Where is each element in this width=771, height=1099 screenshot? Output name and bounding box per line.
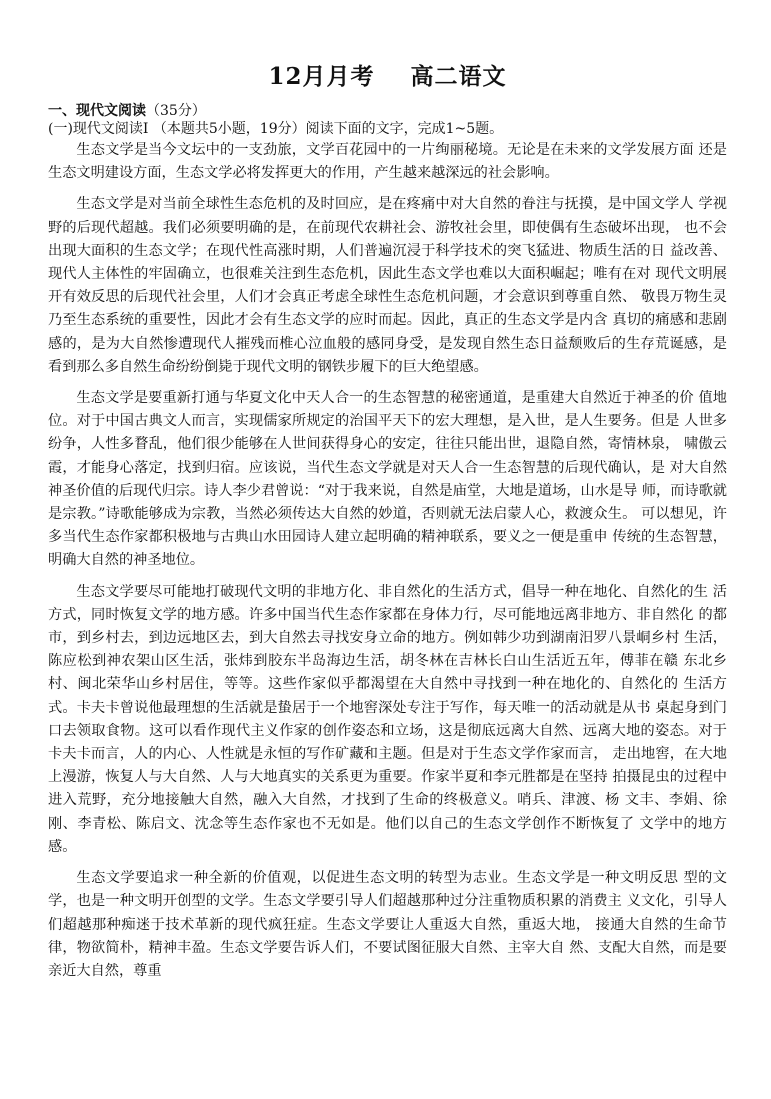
passage-paragraph-5: 生态文学要追求一种全新的价值观，以促进生态文明的转型为志业。生态文学是一种文明反思 型的文学，也是一种文明开创型的文学。生态文学要引导人们超越那种过分注重物质积累的消费主 义文化，引导人们超越那种痴迷于技术革新的现代疯狂症。生态文学要让人重返大自然，重返大地， 接通大自然的生命节律，物欲简朴，精神丰盈。生态文学要告诉人们，不要试图征服大自然、主宰大自 然、支配大自然，而是要亲近大自然，尊重 bbox=[48, 870, 727, 979]
section-label: 一、现代文阅读 bbox=[48, 103, 146, 119]
passage-paragraph-4: 生态文学要尽可能地打破现代文明的非地方化、非自然化的生活方式，倡导一种在地化、自然化的生 活方式，同时恢复文学的地方感。许多中国当代生态作家都在身体力行，尽可能地远离非地方、非自然化 的都市，到乡村去，到边远地区去，到大自然去寻找安身立命的地方。例如韩少功到湖南汨罗八景峒乡村 生活，陈应松到神农架山区生活，张炜到胶东半岛海边生活，胡冬林在吉林长白山生活近五年，傅菲在赣 东北乡村、闽北荣华山乡村居住，等等。这些作家似乎都渴望在大自然中寻找到一种在地化的、自然化的 生活方式。卡夫卡曾说他最理想的生活就是蛰居于一个地窖深处专注于写作，每天唯一的活动就是从书 桌起身到门口去领取食物。这可以看作现代主义作家的创作姿态和立场，这是彻底远离大自然、远离大地的姿态。对于卡夫卡而言，人的内心、人性就是永恒的写作矿藏和主题。但是对于生态文学作家而言， 走出地窖，在大地上漫游，恢复人与大自然、人与大地真实的关系更为重要。作家半夏和李元胜都是在坚持 拍摄昆虫的过程中进入荒野，充分地接触大自然，融入大自然，才找到了生命的终极意义。哨兵、津渡、杨 文丰、李娟、徐刚、李青松、陈启文、沈念等生态作家也不无如是。他们以自己的生态文学创作不断恢复了 文学中的地方感。 bbox=[48, 583, 727, 855]
passage-paragraph-2: 生态文学是对当前全球性生态危机的及时回应，是在疼痛中对大自然的眷注与抚摸，是中国文学人 学视野的后现代超越。我们必须要明确的是，在前现代农耕社会、游牧社会里，即使偶有生态破坏出现， 也不会出现大面积的生态文学；在现代性高涨时期，人们普遍沉浸于科学技术的突飞猛进、物质生活的日 益改善、现代人主体性的牢固确立，也很难关注到生态危机，因此生态文学也难以大面积崛起；唯有在对 现代文明展开有效反思的后现代社会里，人们才会真正考虑全球性生态危机问题，才会意识到尊重自然、 敬畏万物生灵乃至生态系统的重要性，因此才会有生态文学的应时而起。因此，真正的生态文学是内含 真切的痛感和悲剧感的，是为大自然惨遭现代人摧残而椎心泣血般的感同身受，是发现自然生态日益颓败后的生存荒诞感，是看到那么多自然生命纷纷倒毙于现代文明的钢铁步履下的巨大绝望感。 bbox=[48, 196, 727, 375]
reading-instructions: (一)现代文阅读I （本题共5小题，19分）阅读下面的文字，完成1~5题。 bbox=[48, 121, 504, 137]
page-title: 12月月考 高二语文 bbox=[268, 63, 507, 90]
passage-paragraph-3: 生态文学是要重新打通与华夏文化中天人合一的生态智慧的秘密通道，是重建大自然近于神圣的价 值地位。对于中国古典文人而言，实现儒家所规定的治国平天下的宏大理想，是入世，是人生要务。但是 人世多纷争，人性多瞀乱，他们很少能够在人世间获得身心的安定，往往只能出世，退隐自然，寄情林泉， 啸傲云霞，才能身心落定，找到归宿。应该说，当代生态文学就是对天人合一生态智慧的后现代确认，是 对大自然神圣价值的后现代归宗。诗人李少君曾说：“对于我来说，自然是庙堂，大地是道场，山水是导 师，而诗歌就是宗教。”诗歌能够成为宗教，当然必须传达大自然的妙道，否则就无法启蒙人心，救渡众生。 可以想见，许多当代生态作家都积极地与古典山水田园诗人建立起明确的精神联系，要义之一便是重申 传统的生态智慧，明确大自然的神圣地位。 bbox=[48, 390, 727, 569]
section-heading bbox=[48, 102, 727, 120]
passage-paragraph-1: 生态文学是当今文坛中的一支劲旅，文学百花园中的一片绚丽秘境。无论是在未来的文学发展方面 还是生态文明建设方面，生态文学必将发挥更大的作用，产生越来越深远的社会影响。 bbox=[48, 142, 727, 182]
section-score: （35分） bbox=[146, 103, 206, 119]
